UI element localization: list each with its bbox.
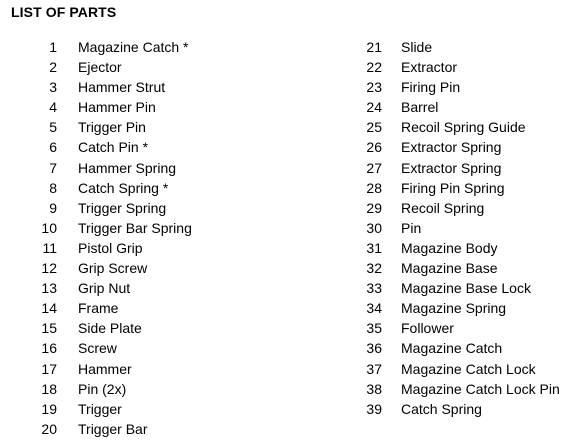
part-name: Pin (2x) xyxy=(78,380,127,397)
part-number: 2 xyxy=(49,59,57,76)
part-number: 26 xyxy=(366,139,382,156)
part-name: Catch Pin * xyxy=(78,139,149,156)
part-number: 1 xyxy=(49,39,57,55)
part-number: 35 xyxy=(366,320,382,337)
part-number: 34 xyxy=(366,300,382,317)
part-name: Side Plate xyxy=(78,320,142,337)
part-number: 32 xyxy=(366,260,382,277)
part-name: Pistol Grip xyxy=(78,239,143,256)
part-name: Slide xyxy=(401,39,433,55)
part-name: Hammer Strut xyxy=(78,79,166,96)
part-number: 30 xyxy=(366,219,382,236)
part-name: Hammer Spring xyxy=(78,159,177,176)
part-number: 37 xyxy=(366,360,382,377)
part-name: Magazine Catch Lock xyxy=(401,360,536,377)
part-number: 12 xyxy=(41,260,57,277)
part-name: Magazine Catch xyxy=(401,340,503,357)
part-name: Trigger Pin xyxy=(78,119,146,136)
part-name: Hammer xyxy=(78,360,132,377)
part-number: 25 xyxy=(366,119,382,136)
part-number: 36 xyxy=(366,340,382,357)
part-number: 28 xyxy=(366,179,382,196)
part-number: 10 xyxy=(41,219,57,236)
part-number: 29 xyxy=(366,199,382,216)
part-name: Firing Pin Spring xyxy=(401,179,505,196)
part-number: 18 xyxy=(41,380,57,397)
part-number: 5 xyxy=(49,119,57,136)
part-name: Hammer Pin xyxy=(78,99,156,116)
part-number: 6 xyxy=(49,139,57,156)
part-number: 24 xyxy=(366,99,382,116)
part-number: 14 xyxy=(41,300,57,317)
part-name: Ejector xyxy=(78,59,122,76)
part-name: Pin xyxy=(401,219,422,236)
part-number: 4 xyxy=(49,99,57,116)
part-number: 8 xyxy=(49,179,57,196)
part-name: Recoil Spring xyxy=(401,199,485,216)
part-name: Follower xyxy=(401,320,454,337)
part-number: 13 xyxy=(41,280,57,297)
part-name: Magazine Body xyxy=(401,239,498,256)
part-name: Barrel xyxy=(401,99,439,116)
part-name: Catch Spring xyxy=(401,400,482,417)
part-name: Trigger Spring xyxy=(78,199,167,216)
part-name: Recoil Spring Guide xyxy=(401,119,526,136)
part-number: 38 xyxy=(366,380,382,397)
part-name: Extractor xyxy=(401,59,458,76)
part-name: Extractor Spring xyxy=(401,159,502,176)
part-number: 20 xyxy=(41,420,57,437)
part-name: Frame xyxy=(78,300,119,317)
part-number: 7 xyxy=(49,159,57,176)
part-number: 3 xyxy=(49,79,57,96)
part-name: Screw xyxy=(78,340,117,357)
part-number: 27 xyxy=(366,159,382,176)
part-number: 19 xyxy=(41,400,57,417)
part-name: Magazine Catch * xyxy=(78,39,189,55)
part-number: 23 xyxy=(366,79,382,96)
part-name: Magazine Base xyxy=(401,260,498,277)
part-name: Trigger xyxy=(78,400,122,417)
part-number: 17 xyxy=(41,360,57,377)
part-number: 21 xyxy=(366,39,382,55)
part-number: 39 xyxy=(366,400,382,417)
part-number: 15 xyxy=(41,320,57,337)
part-number: 16 xyxy=(41,340,57,357)
part-number: 9 xyxy=(49,199,57,216)
part-name: Extractor Spring xyxy=(401,139,502,156)
part-number: 33 xyxy=(366,280,382,297)
part-name: Trigger Bar Spring xyxy=(78,219,192,236)
page-title: LIST OF PARTS xyxy=(11,4,117,20)
part-name: Magazine Base Lock xyxy=(401,280,531,297)
part-number: 11 xyxy=(42,239,57,256)
part-name: Catch Spring * xyxy=(78,179,169,196)
part-number: 31 xyxy=(366,239,382,256)
part-name: Magazine Catch Lock Pin xyxy=(401,380,560,397)
part-name: Magazine Spring xyxy=(401,300,507,317)
part-number: 22 xyxy=(366,59,382,76)
part-name: Grip Nut xyxy=(78,280,131,297)
part-name: Firing Pin xyxy=(401,79,461,96)
part-name: Grip Screw xyxy=(78,260,148,277)
part-name: Trigger Bar xyxy=(78,420,148,437)
